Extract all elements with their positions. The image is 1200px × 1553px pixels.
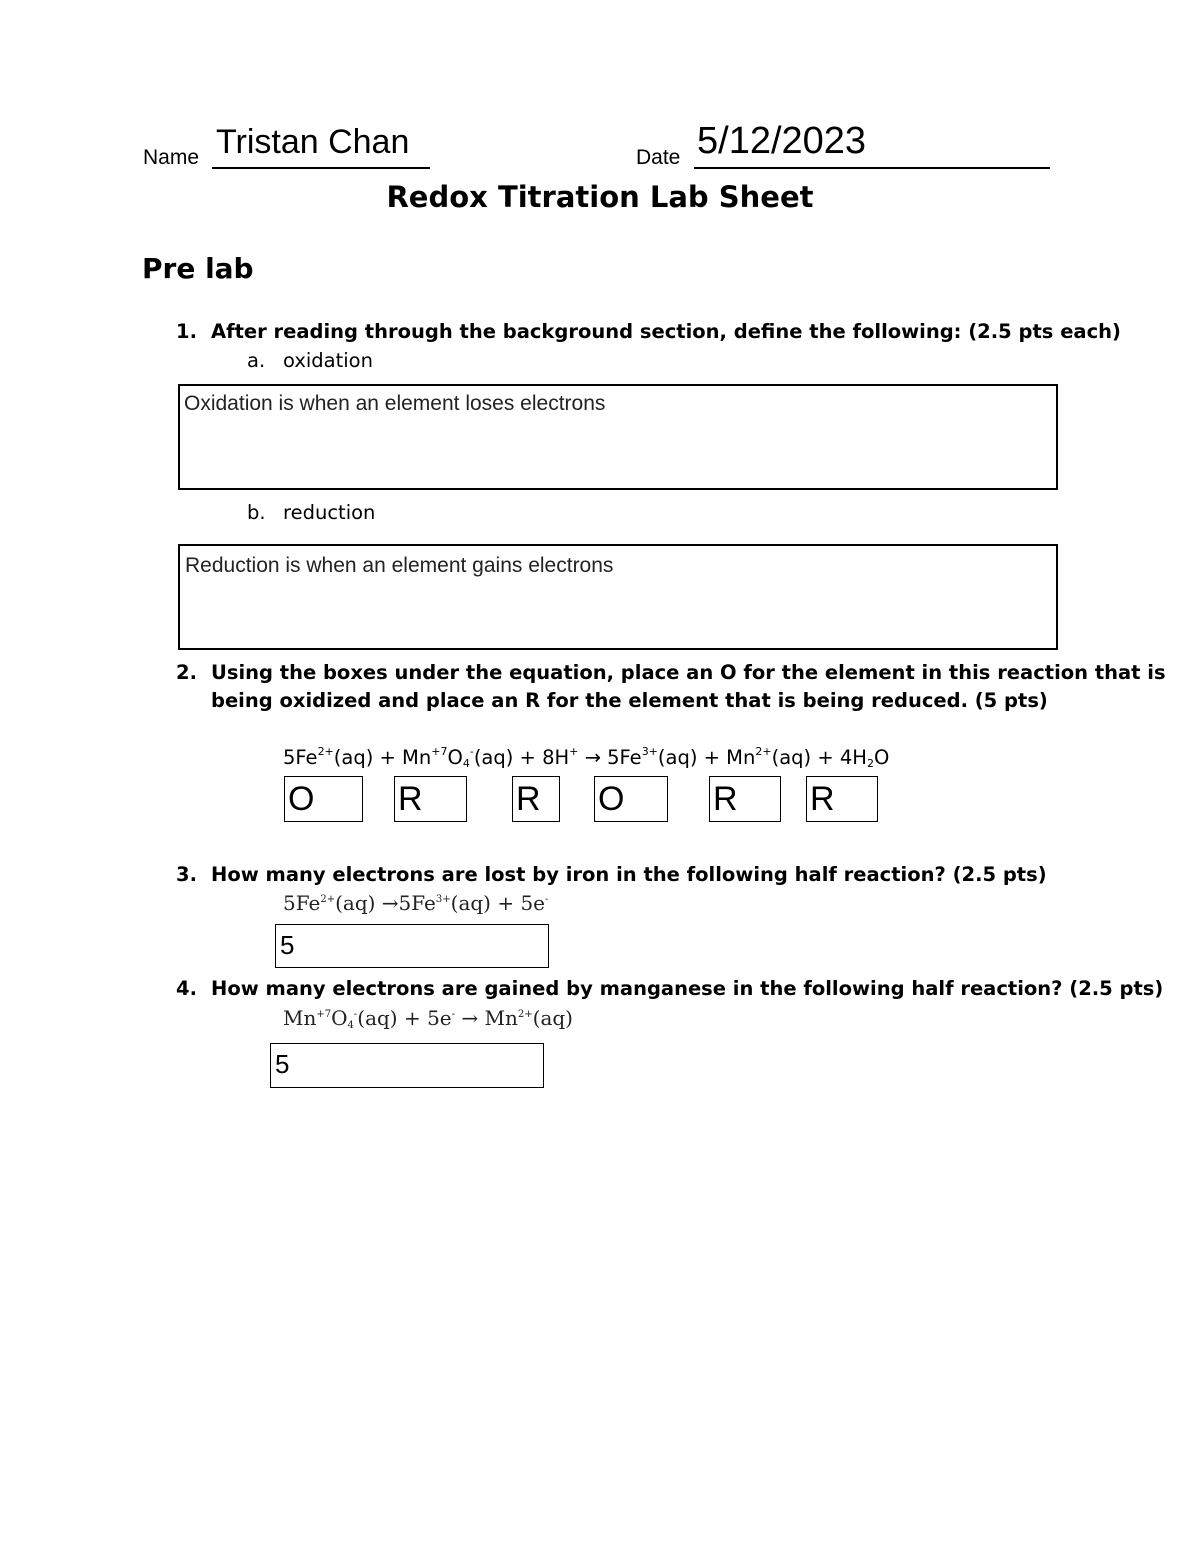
reduction-answer: Reduction is when an element gains electrons — [185, 554, 614, 577]
q4-answer-box[interactable]: 5 — [270, 1043, 544, 1088]
fe2-answer-box[interactable]: O — [284, 776, 363, 822]
redox-equation: $5Fe^{2+}(aq) + Mn^{+7}O_4^-(aq) + 8H^+ \to 5Fe^{3+}(aq) + Mn^{2+}(aq) + 4H_2O$ — [283, 745, 890, 770]
q3-text: How many electrons are lost by iron in the following half reaction? (2.5 pts) — [211, 863, 1047, 886]
h-answer-box[interactable]: R — [512, 776, 560, 822]
h2o-answer-box[interactable]: R — [806, 776, 878, 822]
q1b-label: b. — [247, 501, 266, 524]
reduction-answer-box[interactable] — [178, 544, 1058, 650]
name-field[interactable]: Tristan Chan — [216, 123, 410, 161]
date-underline — [694, 167, 1050, 169]
date-label: Date — [636, 146, 681, 169]
manganese-half-reaction: $Mn^{+7}O_4^-(aq) + 5e^- \to Mn^{2+}(aq)$ — [283, 1006, 573, 1031]
q1-text: After reading through the background section, define the following: (2.5 pts each) — [211, 320, 1121, 343]
q1a-text: oxidation — [283, 349, 373, 372]
mn7-answer-box[interactable]: R — [394, 776, 467, 822]
q1-number: 1. — [176, 320, 197, 343]
q2-text-line1: Using the boxes under the equation, place an O for the element in this reaction that is — [211, 661, 1166, 684]
q1b-text: reduction — [283, 501, 376, 524]
page-title: Redox Titration Lab Sheet — [386, 180, 814, 214]
oxidation-answer-box[interactable] — [178, 384, 1058, 490]
q2-number: 2. — [176, 661, 197, 684]
q4-text: How many electrons are gained by manganese in the following half reaction? (2.5 pts) — [211, 977, 1164, 1000]
fe3-answer-box[interactable]: O — [594, 776, 668, 822]
section-heading: Pre lab — [142, 252, 254, 285]
q4-number: 4. — [176, 977, 197, 1000]
q2-text-line2: being oxidized and place an R for the element that is being reduced. (5 pts) — [211, 689, 1048, 712]
q1a-label: a. — [247, 349, 266, 372]
q3-answer-box[interactable]: 5 — [275, 924, 549, 968]
name-label: Name — [143, 146, 200, 169]
oxidation-answer: Oxidation is when an element loses electrons — [184, 392, 606, 415]
date-field[interactable]: 5/12/2023 — [697, 120, 867, 162]
mn2-answer-box[interactable]: R — [709, 776, 781, 822]
iron-half-reaction: $5Fe^{2+}(aq) \to 5Fe^{3+}(aq) + 5e^-$ — [283, 891, 549, 915]
name-underline — [212, 167, 430, 169]
q3-number: 3. — [176, 863, 197, 886]
